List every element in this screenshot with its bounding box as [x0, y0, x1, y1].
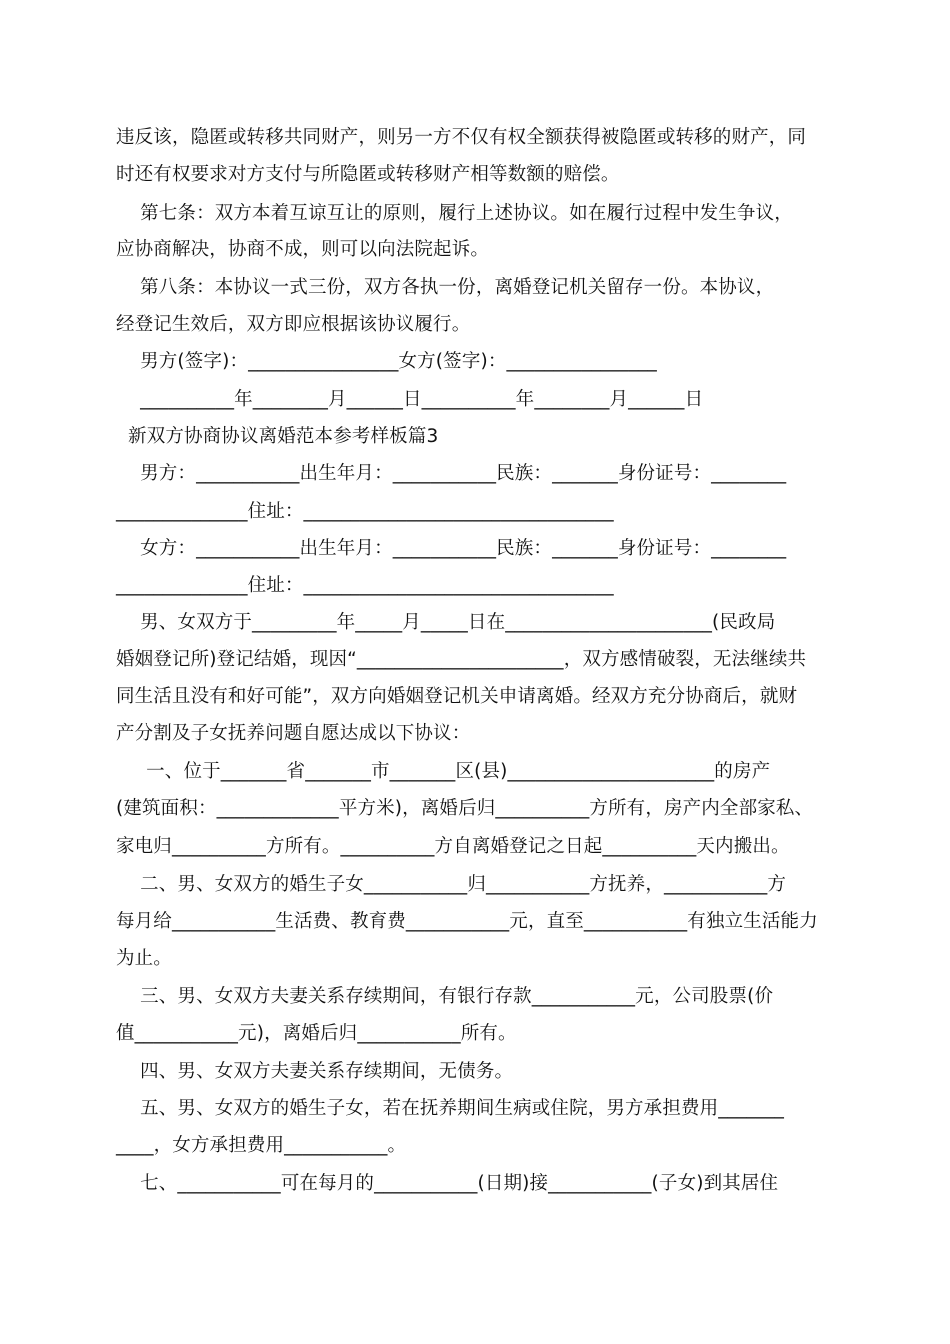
paragraph-line: 第七条：双方本着互谅互让的原则，履行上述协议。如在履行过程中发生争议， — [116, 203, 793, 224]
signature-line: 男方(签字)：________________女方(签字)：________________ — [116, 351, 657, 372]
paragraph-line: 产分割及子女抚养问题自愿达成以下协议： — [116, 723, 471, 744]
section-title: 新双方协商协议离婚范本参考样板篇3 — [116, 426, 439, 447]
paragraph-line: 家电归__________方所有。__________方自离婚登记之日起__________天内搬出。 — [116, 836, 790, 857]
paragraph-line: 女方：___________出生年月：___________民族：_______身份证号：________ — [116, 538, 787, 559]
paragraph-line: 值___________元)，离婚后归___________所有。 — [116, 1023, 517, 1044]
paragraph-line: 第八条：本协议一式三份，双方各执一份，离婚登记机关留存一份。本协议， — [116, 277, 775, 298]
paragraph-line: 违反该，隐匿或转移共同财产，则另一方不仅有权全额获得被隐匿或转移的财产，同 — [116, 127, 807, 148]
paragraph-line: 婚姻登记所)登记结婚，现因“______________________，双方感情破裂，无法继续共 — [116, 649, 807, 670]
paragraph-line: 一、位于_______省_______市_______区(县)______________________的房产 — [116, 761, 771, 782]
paragraph-line: 五、男、女双方的婚生子女，若在抚养期间生病或住院，男方承担费用_______ — [116, 1098, 785, 1119]
paragraph-line: 二、男、女双方的婚生子女___________归___________方抚养，___________方 — [116, 874, 787, 895]
date-line: __________年________月______日__________年________月______日 — [116, 389, 704, 410]
paragraph-line: 同生活且没有和好可能”，双方向婚姻登记机关申请离婚。经双方充分协商后，就财 — [116, 686, 798, 707]
paragraph-line: 时还有权要求对方支付与所隐匿或转移财产相等数额的赔偿。 — [116, 164, 620, 185]
paragraph-line: 四、男、女双方夫妻关系存续期间，无债务。 — [116, 1061, 514, 1082]
paragraph-line: 为止。 — [116, 948, 172, 969]
paragraph-line: 经登记生效后，双方即应根据该协议履行。 — [116, 314, 471, 335]
paragraph-line: 七、___________可在每月的___________(日期)接___________(子女)到其居住 — [116, 1173, 779, 1194]
paragraph-line: 男、女双方于_________年_____月_____日在______________________(民政局 — [116, 612, 776, 633]
paragraph-line: ____，女方承担费用___________。 — [116, 1135, 407, 1156]
paragraph-line: 男方：___________出生年月：___________民族：_______身份证号：________ — [116, 463, 787, 484]
paragraph-line: 三、男、女双方夫妻关系存续期间，有银行存款___________元，公司股票(价 — [116, 986, 774, 1007]
paragraph-line: 每月给___________生活费、教育费___________元，直至___________有独立生活能力 — [116, 911, 818, 932]
paragraph-line: ______________住址：_________________________________ — [116, 501, 614, 522]
paragraph-line: (建筑面积：_____________平方米)，离婚后归__________方所有，房产内全部家私、 — [116, 798, 814, 819]
paragraph-line: 应协商解决，协商不成，则可以向法院起诉。 — [116, 239, 490, 260]
paragraph-line: ______________住址：_________________________________ — [116, 575, 614, 596]
